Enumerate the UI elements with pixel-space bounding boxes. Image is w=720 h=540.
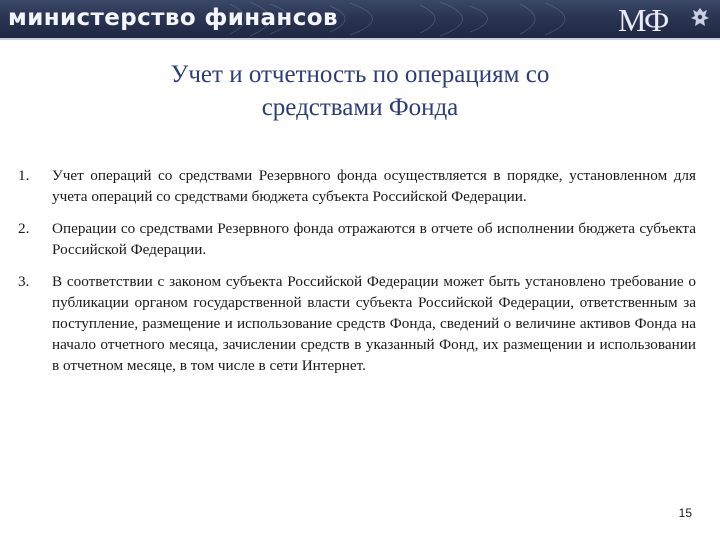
- list-item: [18, 271, 696, 376]
- list-item-number: 3.: [18, 273, 30, 290]
- list-item-text: Операции со средствами Резервного фонда отражаются в отчете об исполнении бюджета субъекта Российской Федерации.: [52, 220, 696, 258]
- list-item: [18, 165, 696, 207]
- header-bar: [0, 0, 720, 38]
- ministry-logo: [614, 2, 714, 36]
- header-divider: [0, 38, 720, 40]
- eagle-emblem-icon: [691, 8, 709, 26]
- title-line-1: Учет и отчетность по операциям со: [170, 61, 550, 88]
- logo-text: МФ: [618, 2, 668, 36]
- numbered-list: [18, 165, 696, 387]
- page-number: 15: [678, 506, 692, 520]
- ministry-name: министерство финансов: [8, 5, 338, 31]
- list-item-number: 1.: [18, 167, 30, 184]
- list-item-text: В соответствии с законом субъекта Российской Федерации может быть установлено требование о публикации органом государственной власти субъекта Российской Федерации, ответственным за поступление, размещение и использование средств Фонда, сведений о величине активов Фонда на начало отчетного месяца, зачислении средств в указанный Фонд, их размещении и использовании в отчетном месяце, в том числе в сети Интернет.: [52, 273, 696, 374]
- slide-title: [60, 58, 660, 124]
- list-item-text: Учет операций со средствами Резервного фонда осуществляется в порядке, установленном для учета операций со средствами бюджета субъекта Российской Федерации.: [52, 167, 696, 205]
- list-item: [18, 218, 696, 260]
- title-line-2: средствами Фонда: [261, 94, 459, 121]
- list-item-number: 2.: [18, 220, 30, 237]
